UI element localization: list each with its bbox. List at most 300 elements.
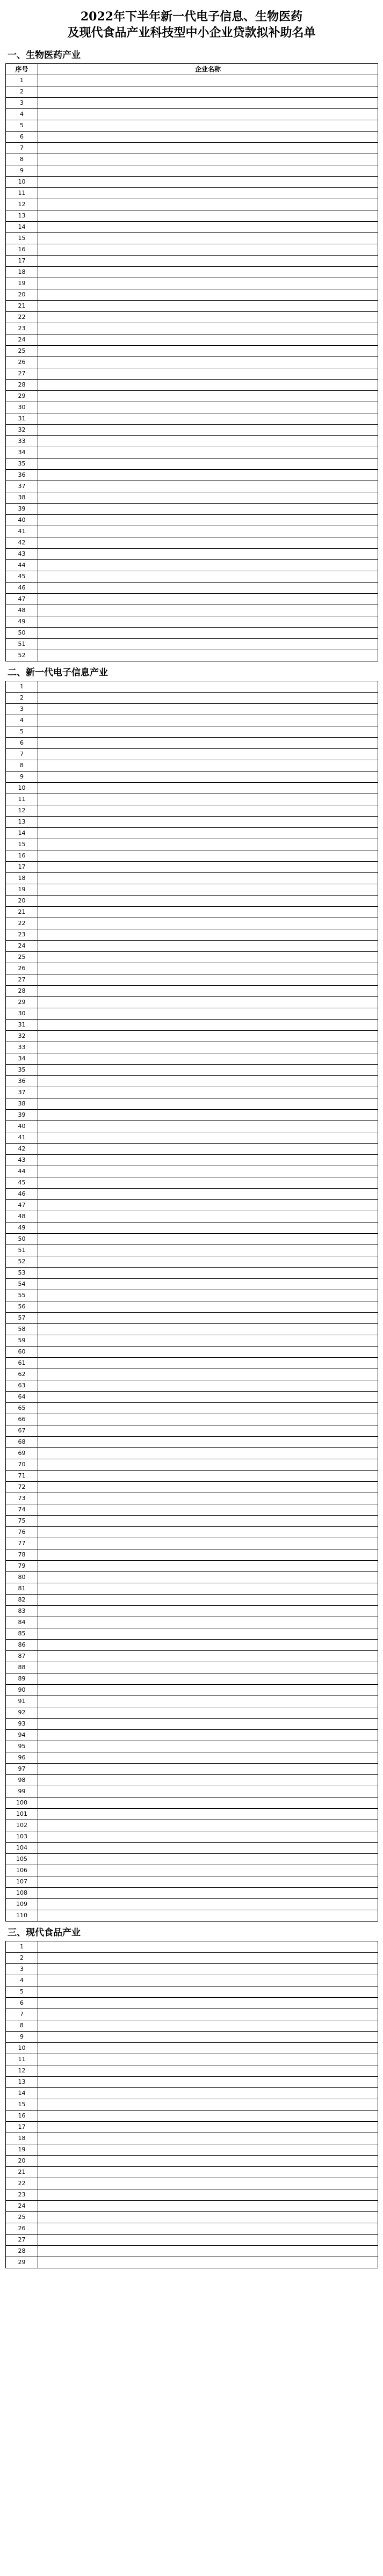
- section-heading-electronics: 二、新一代电子信息产业: [8, 667, 108, 678]
- company-name: [38, 817, 378, 828]
- company-name: [38, 963, 378, 974]
- company-name: [38, 1211, 378, 1222]
- table-row: [6, 1854, 378, 1865]
- company-name: [38, 918, 378, 929]
- row-number: 24: [6, 2201, 38, 2212]
- column-header-company: 企业名称: [38, 64, 378, 75]
- table-row: [6, 1020, 378, 1031]
- table-body: [6, 1941, 378, 2268]
- row-number: 21: [6, 907, 38, 918]
- row-number: 58: [6, 1324, 38, 1335]
- row-number: 9: [6, 772, 38, 783]
- table-row: [6, 2020, 378, 2032]
- row-number: 19: [6, 278, 38, 289]
- table-row: [6, 726, 378, 738]
- company-name: [38, 233, 378, 244]
- table-row: [6, 1347, 378, 1358]
- company-name: [38, 2065, 378, 2077]
- row-number: 18: [6, 267, 38, 278]
- row-number: 27: [6, 368, 38, 380]
- table-row: [6, 986, 378, 997]
- row-number: 23: [6, 2189, 38, 2201]
- company-name: [38, 1301, 378, 1313]
- company-name: [38, 165, 378, 177]
- row-number: 49: [6, 1222, 38, 1234]
- table-row: [6, 2065, 378, 2077]
- table-row: [6, 1998, 378, 2009]
- table-row: [6, 2201, 378, 2212]
- row-number: 52: [6, 650, 38, 661]
- table-row: [6, 1335, 378, 1347]
- company-name: [38, 907, 378, 918]
- table-row: [6, 244, 378, 256]
- row-number: 17: [6, 862, 38, 873]
- row-number: 57: [6, 1313, 38, 1324]
- company-table-food: [5, 1941, 378, 2268]
- table-row: [6, 289, 378, 301]
- row-number: 35: [6, 459, 38, 470]
- row-number: 7: [6, 143, 38, 154]
- row-number: 76: [6, 1527, 38, 1538]
- table-row: [6, 1775, 378, 1786]
- company-name: [38, 459, 378, 470]
- company-name: [38, 301, 378, 312]
- table-row: [6, 481, 378, 492]
- row-number: 83: [6, 1606, 38, 1617]
- row-number: 45: [6, 1177, 38, 1189]
- table-row: [6, 1301, 378, 1313]
- company-name: [38, 1617, 378, 1628]
- row-number: 22: [6, 2178, 38, 2189]
- row-number: 6: [6, 132, 38, 143]
- row-number: 1: [6, 75, 38, 86]
- row-number: 50: [6, 1234, 38, 1245]
- row-number: 18: [6, 2133, 38, 2144]
- company-name: [38, 1651, 378, 1662]
- company-name: [38, 2189, 378, 2201]
- table-row: [6, 368, 378, 380]
- table-row: [6, 2133, 378, 2144]
- table-row: [6, 2009, 378, 2020]
- company-name: [38, 1313, 378, 1324]
- table-row: [6, 1516, 378, 1527]
- company-name: [38, 312, 378, 323]
- company-name: [38, 1964, 378, 1975]
- company-name: [38, 1268, 378, 1279]
- company-name: [38, 1662, 378, 1673]
- company-table-electronics: [5, 681, 378, 1922]
- row-number: 7: [6, 749, 38, 760]
- table-row: [6, 1166, 378, 1177]
- table-row: [6, 628, 378, 639]
- row-number: 2: [6, 86, 38, 98]
- table-row: [6, 1843, 378, 1854]
- row-number: 101: [6, 1809, 38, 1820]
- company-name: [38, 1234, 378, 1245]
- table-row: [6, 188, 378, 199]
- table-row: [6, 312, 378, 323]
- row-number: 40: [6, 515, 38, 526]
- table-row: [6, 850, 378, 862]
- company-name: [38, 628, 378, 639]
- row-number: 8: [6, 760, 38, 772]
- company-name: [38, 772, 378, 783]
- table-row: [6, 447, 378, 459]
- row-number: 67: [6, 1425, 38, 1437]
- row-number: 34: [6, 447, 38, 459]
- table-row: [6, 1042, 378, 1053]
- table-row: [6, 1437, 378, 1448]
- table-row: [6, 1448, 378, 1459]
- company-name: [38, 1076, 378, 1087]
- row-number: 74: [6, 1504, 38, 1516]
- table-row: [6, 1222, 378, 1234]
- company-name: [38, 2235, 378, 2246]
- table-row: [6, 2111, 378, 2122]
- company-name: [38, 1031, 378, 1042]
- row-number: 25: [6, 346, 38, 357]
- table-row: [6, 222, 378, 233]
- row-number: 16: [6, 850, 38, 862]
- table-row: [6, 233, 378, 244]
- table-row: [6, 86, 378, 98]
- row-number: 9: [6, 2032, 38, 2043]
- company-name: [38, 154, 378, 165]
- row-number: 78: [6, 1549, 38, 1561]
- table-row: [6, 639, 378, 650]
- table-row: [6, 2246, 378, 2257]
- table-row: [6, 1358, 378, 1369]
- table-row: [6, 2054, 378, 2065]
- company-name: [38, 2178, 378, 2189]
- row-number: 29: [6, 391, 38, 402]
- company-name: [38, 278, 378, 289]
- row-number: 39: [6, 504, 38, 515]
- row-number: 52: [6, 1256, 38, 1268]
- row-number: 49: [6, 616, 38, 628]
- row-number: 81: [6, 1583, 38, 1595]
- row-number: 47: [6, 1200, 38, 1211]
- table-row: [6, 2189, 378, 2201]
- company-name: [38, 974, 378, 986]
- company-name: [38, 1448, 378, 1459]
- company-name: [38, 1538, 378, 1549]
- company-name: [38, 436, 378, 447]
- row-number: 68: [6, 1437, 38, 1448]
- row-number: 24: [6, 334, 38, 346]
- row-number: 23: [6, 323, 38, 334]
- table-row: [6, 1008, 378, 1020]
- row-number: 12: [6, 805, 38, 817]
- table-row: [6, 1369, 378, 1380]
- company-name: [38, 1222, 378, 1234]
- row-number: 4: [6, 1975, 38, 1986]
- company-name: [38, 715, 378, 726]
- row-number: 13: [6, 817, 38, 828]
- row-number: 64: [6, 1392, 38, 1403]
- company-name: [38, 616, 378, 628]
- company-name: [38, 1098, 378, 1110]
- row-number: 11: [6, 188, 38, 199]
- table-row: [6, 952, 378, 963]
- company-name: [38, 1549, 378, 1561]
- row-number: 8: [6, 154, 38, 165]
- row-number: 85: [6, 1628, 38, 1640]
- company-name: [38, 549, 378, 560]
- table-row: [6, 839, 378, 850]
- row-number: 103: [6, 1831, 38, 1843]
- row-number: 56: [6, 1301, 38, 1313]
- table-row: [6, 1403, 378, 1414]
- company-name: [38, 1471, 378, 1482]
- row-number: 40: [6, 1121, 38, 1132]
- company-name: [38, 1707, 378, 1719]
- company-name: [38, 2032, 378, 2043]
- table-row: [6, 1696, 378, 1707]
- row-number: 96: [6, 1752, 38, 1764]
- row-number: 36: [6, 1076, 38, 1087]
- company-name: [38, 639, 378, 650]
- row-number: 28: [6, 380, 38, 391]
- row-number: 41: [6, 1132, 38, 1144]
- table-row: [6, 560, 378, 571]
- row-number: 86: [6, 1640, 38, 1651]
- company-name: [38, 1798, 378, 1809]
- table-row: [6, 1786, 378, 1798]
- table-row: [6, 918, 378, 929]
- table-row: [6, 2088, 378, 2099]
- table-row: [6, 1876, 378, 1888]
- table-row: [6, 1132, 378, 1144]
- table-row: [6, 1459, 378, 1471]
- company-name: [38, 368, 378, 380]
- company-name: [38, 986, 378, 997]
- company-name: [38, 2111, 378, 2122]
- row-number: 106: [6, 1865, 38, 1876]
- row-number: 15: [6, 233, 38, 244]
- row-number: 63: [6, 1380, 38, 1392]
- row-number: 69: [6, 1448, 38, 1459]
- row-number: 10: [6, 177, 38, 188]
- table-row: [6, 1392, 378, 1403]
- company-name: [38, 1132, 378, 1144]
- company-name: [38, 1324, 378, 1335]
- table-row: [6, 1798, 378, 1809]
- company-name: [38, 425, 378, 436]
- row-number: 19: [6, 2144, 38, 2156]
- company-name: [38, 850, 378, 862]
- table-row: [6, 760, 378, 772]
- company-name: [38, 571, 378, 583]
- table-row: [6, 884, 378, 896]
- table-row: [6, 907, 378, 918]
- table-row: [6, 2043, 378, 2054]
- row-number: 16: [6, 244, 38, 256]
- company-table-biomedicine: [5, 63, 378, 661]
- table-row: [6, 794, 378, 805]
- table-header-row: [6, 64, 378, 75]
- table-row: [6, 1651, 378, 1662]
- company-name: [38, 1177, 378, 1189]
- company-name: [38, 749, 378, 760]
- company-name: [38, 1752, 378, 1764]
- row-number: 36: [6, 470, 38, 481]
- table-row: [6, 537, 378, 549]
- company-name: [38, 1200, 378, 1211]
- company-name: [38, 2088, 378, 2099]
- row-number: 17: [6, 2122, 38, 2133]
- company-name: [38, 1403, 378, 1414]
- row-number: 7: [6, 2009, 38, 2020]
- row-number: 12: [6, 2065, 38, 2077]
- company-name: [38, 2054, 378, 2065]
- company-name: [38, 323, 378, 334]
- row-number: 27: [6, 974, 38, 986]
- row-number: 42: [6, 537, 38, 549]
- company-name: [38, 1437, 378, 1448]
- company-name: [38, 952, 378, 963]
- company-name: [38, 98, 378, 109]
- table-row: [6, 583, 378, 594]
- row-number: 98: [6, 1775, 38, 1786]
- company-name: [38, 143, 378, 154]
- table-row: [6, 1865, 378, 1876]
- company-name: [38, 1975, 378, 1986]
- table-row: [6, 334, 378, 346]
- table-row: [6, 1595, 378, 1606]
- table-row: [6, 571, 378, 583]
- company-name: [38, 1595, 378, 1606]
- table-row: [6, 2077, 378, 2088]
- company-name: [38, 1493, 378, 1504]
- company-name: [38, 1392, 378, 1403]
- row-number: 30: [6, 1008, 38, 1020]
- company-name: [38, 1008, 378, 1020]
- table-row: [6, 715, 378, 726]
- table-row: [6, 1110, 378, 1121]
- company-name: [38, 1888, 378, 1899]
- company-name: [38, 2246, 378, 2257]
- company-name: [38, 583, 378, 594]
- company-name: [38, 188, 378, 199]
- row-number: 35: [6, 1065, 38, 1076]
- row-number: 26: [6, 963, 38, 974]
- company-name: [38, 447, 378, 459]
- table-row: [6, 1910, 378, 1922]
- row-number: 51: [6, 1245, 38, 1256]
- table-row: [6, 2235, 378, 2246]
- table-row: [6, 2257, 378, 2268]
- row-number: 19: [6, 884, 38, 896]
- row-number: 5: [6, 1986, 38, 1998]
- table-row: [6, 132, 378, 143]
- company-name: [38, 1685, 378, 1696]
- row-number: 34: [6, 1053, 38, 1065]
- table-row: [6, 1313, 378, 1324]
- table-row: [6, 805, 378, 817]
- table-row: [6, 526, 378, 537]
- table-row: [6, 301, 378, 312]
- table-row: [6, 267, 378, 278]
- row-number: 6: [6, 738, 38, 749]
- table-body: [6, 681, 378, 1922]
- table-row: [6, 1764, 378, 1775]
- company-name: [38, 1042, 378, 1053]
- row-number: 25: [6, 952, 38, 963]
- row-number: 20: [6, 2156, 38, 2167]
- row-number: 87: [6, 1651, 38, 1662]
- table-row: [6, 1031, 378, 1042]
- table-row: [6, 1572, 378, 1583]
- table-row: [6, 1719, 378, 1730]
- company-name: [38, 1504, 378, 1516]
- table-row: [6, 1268, 378, 1279]
- company-name: [38, 2257, 378, 2268]
- row-number: 29: [6, 997, 38, 1008]
- row-number: 4: [6, 109, 38, 120]
- company-name: [38, 391, 378, 402]
- table-row: [6, 1144, 378, 1155]
- company-name: [38, 794, 378, 805]
- row-number: 9: [6, 165, 38, 177]
- table-row: [6, 1975, 378, 1986]
- row-number: 90: [6, 1685, 38, 1696]
- row-number: 22: [6, 918, 38, 929]
- table-row: [6, 1662, 378, 1673]
- row-number: 54: [6, 1279, 38, 1290]
- row-number: 8: [6, 2020, 38, 2032]
- row-number: 42: [6, 1144, 38, 1155]
- table-row: [6, 681, 378, 693]
- row-number: 20: [6, 896, 38, 907]
- table-row: [6, 2156, 378, 2167]
- company-name: [38, 1155, 378, 1166]
- company-name: [38, 738, 378, 749]
- company-name: [38, 1764, 378, 1775]
- company-name: [38, 1876, 378, 1888]
- row-number: 89: [6, 1673, 38, 1685]
- table-row: [6, 1986, 378, 1998]
- company-name: [38, 1910, 378, 1922]
- company-name: [38, 199, 378, 210]
- company-name: [38, 2122, 378, 2133]
- row-number: 37: [6, 481, 38, 492]
- company-name: [38, 726, 378, 738]
- table-row: [6, 1256, 378, 1268]
- table-row: [6, 1707, 378, 1719]
- table-row: [6, 143, 378, 154]
- company-name: [38, 470, 378, 481]
- row-number: 29: [6, 2257, 38, 2268]
- company-name: [38, 862, 378, 873]
- row-number: 72: [6, 1482, 38, 1493]
- row-number: 48: [6, 605, 38, 616]
- company-name: [38, 2009, 378, 2020]
- row-number: 10: [6, 2043, 38, 2054]
- company-name: [38, 526, 378, 537]
- company-name: [38, 1730, 378, 1741]
- table-row: [6, 1538, 378, 1549]
- row-number: 60: [6, 1347, 38, 1358]
- table-row: [6, 1617, 378, 1628]
- table-row: [6, 1493, 378, 1504]
- row-number: 70: [6, 1459, 38, 1471]
- table-row: [6, 1098, 378, 1110]
- row-number: 31: [6, 413, 38, 425]
- row-number: 26: [6, 2223, 38, 2235]
- row-number: 18: [6, 873, 38, 884]
- column-header-no: 序号: [6, 64, 38, 75]
